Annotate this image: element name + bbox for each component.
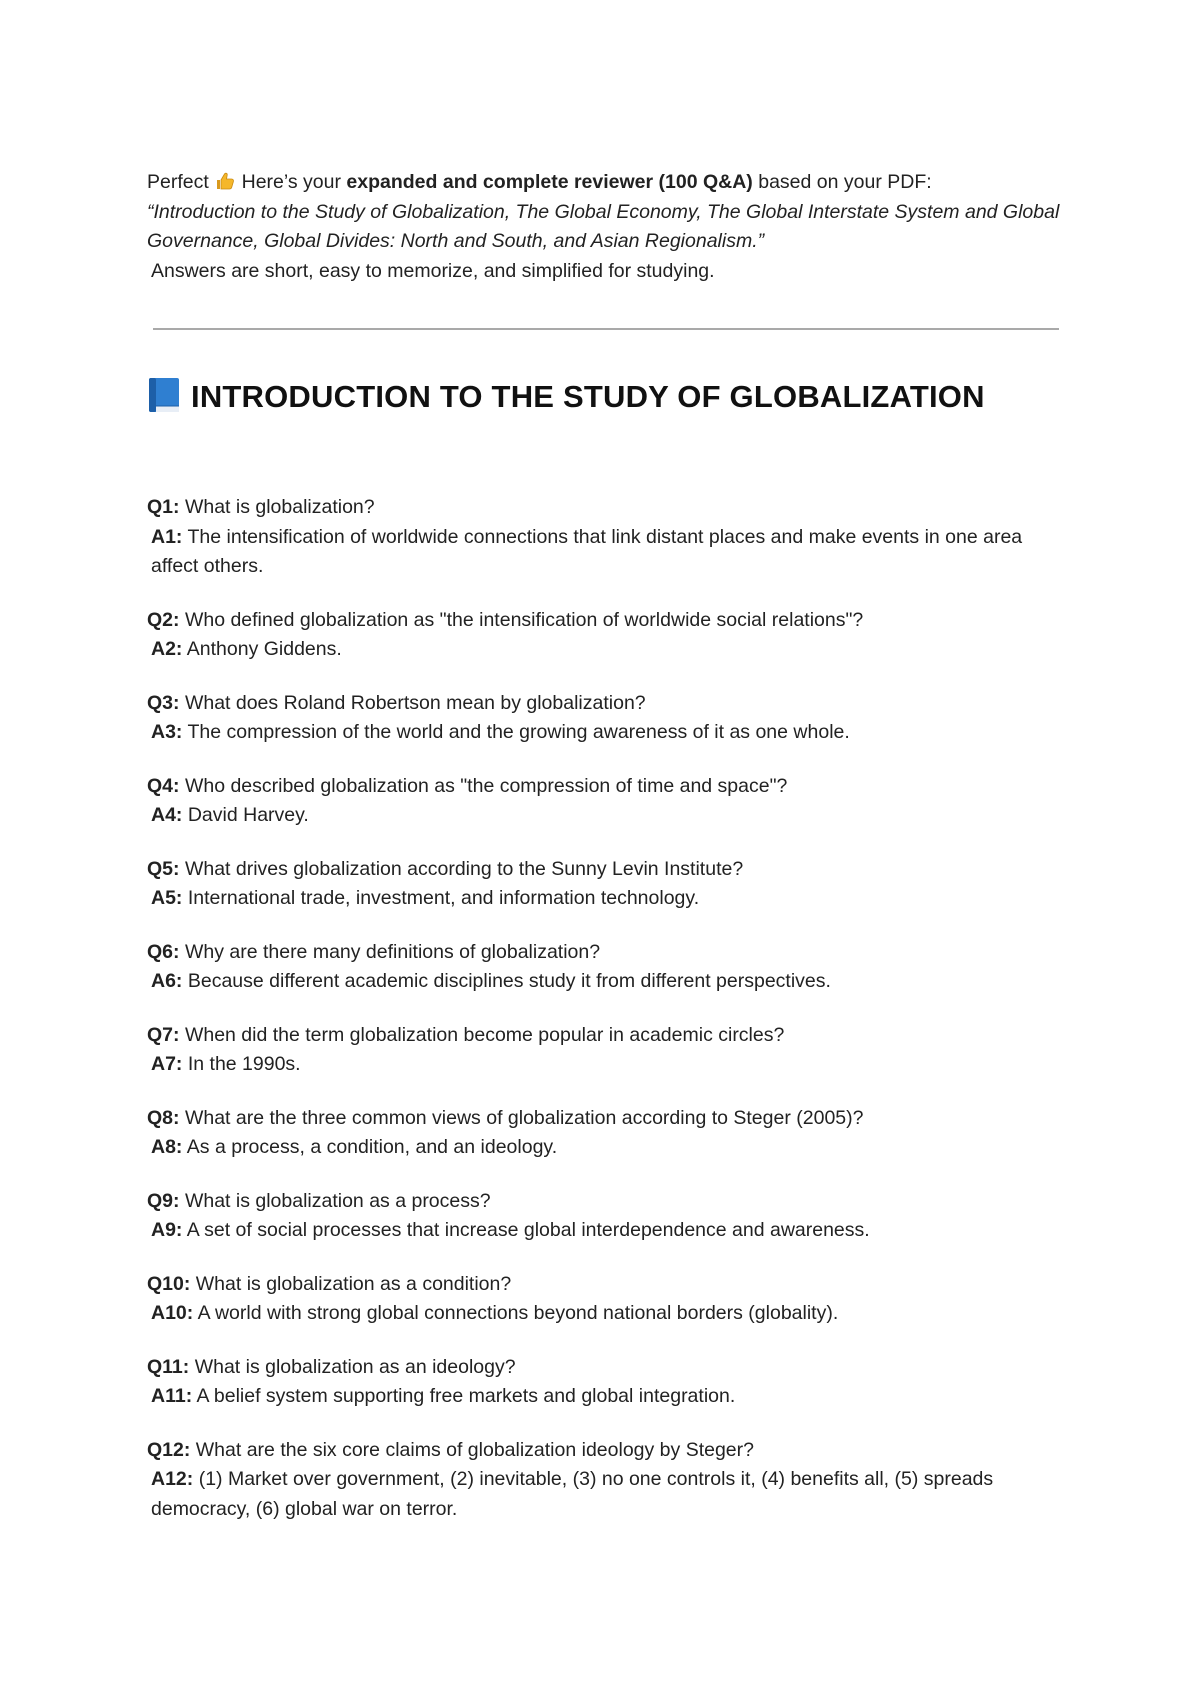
qa-item [147,938,1062,997]
horizontal-rule [153,328,1059,330]
intro-prefix: Perfect [147,171,209,193]
question [147,689,1062,719]
answer-text: In the 1990s. [187,1053,301,1075]
question-text: What drives globalization according to the Sunny Levin Institute? [184,857,744,880]
intro-suffix: based on your PDF: [758,171,932,193]
qa-item [147,1104,1062,1163]
answer-text: The intensification of worldwide connections that link distant places and make events in one area affect others. [151,525,1023,577]
question-label: Q10: [147,1272,191,1295]
answer-label: A2: [151,638,183,660]
qa-item [147,1187,1062,1246]
question [147,1353,1062,1383]
question [147,606,1062,636]
answer [147,718,1062,748]
question-text: What are the six core claims of globalization ideology by Steger? [195,1438,754,1461]
qa-item [147,493,1062,582]
intro-paragraph [147,168,1062,286]
answer-text: (1) Market over government, (2) inevitable, (3) no one controls it, (4) benefits all, (5) spreads democracy, (6) global war on terror. [151,1468,994,1520]
question [147,1436,1062,1466]
answer-text: International trade, investment, and information technology. [187,887,700,909]
answer-label: A11: [151,1385,193,1407]
answer-label: A10: [151,1302,194,1324]
question-text: What is globalization? [184,496,375,518]
question [147,855,1062,885]
answer [147,1050,1062,1080]
question-label: Q7: [147,1023,180,1046]
question-text: What does Roland Robertson mean by globalization? [184,691,646,714]
section-title: INTRODUCTION TO THE STUDY OF GLOBALIZATION [191,379,985,414]
answer-label: A1: [151,525,183,548]
question-label: Q4: [147,774,180,797]
answer-text: A belief system supporting free markets and global integration. [196,1385,736,1407]
answer [147,1133,1062,1163]
document-page [147,168,1062,1520]
question-label: Q1: [147,496,180,518]
answer [147,884,1062,914]
intro-bold: expanded and complete reviewer (100 Q&A) [346,171,753,193]
answer-text: David Harvey. [187,804,309,826]
question-label: Q6: [147,940,180,963]
question-text: Who described globalization as "the compression of time and space"? [184,774,788,797]
answer [147,635,1062,665]
answer-label: A5: [151,887,183,909]
intro-note: Answers are short, easy to memorize, and simplified for studying. [151,259,715,282]
question-label: Q12: [147,1438,191,1461]
answer [147,1216,1062,1246]
question-label: Q9: [147,1189,180,1212]
answer-text: The compression of the world and the growing awareness of it as one whole. [187,721,850,743]
qa-item [147,1270,1062,1329]
answer-text: A set of social processes that increase global interdependence and awareness. [186,1219,870,1241]
answer [147,801,1062,831]
qa-item [147,1353,1062,1412]
answer-label: A3: [151,721,183,743]
intro-source-title: “Introduction to the Study of Globalization, The Global Economy, The Global Interstate System and Global Governance, Global Divides: North and South, and Asian Regionalism.” [147,200,1060,252]
answer-label: A7: [151,1053,183,1075]
qa-item [147,1436,1062,1525]
thumbs-up-icon [215,171,235,191]
answer [147,1299,1062,1329]
answer [147,1465,1062,1524]
question-text: What is globalization as a process? [184,1189,491,1212]
question-text: When did the term globalization become popular in academic circles? [184,1023,785,1046]
answer-label: A6: [151,970,183,992]
qa-list [147,493,1062,1548]
question-text: What is globalization as an ideology? [194,1355,516,1378]
question [147,493,1062,523]
answer-text: As a process, a condition, and an ideology. [186,1136,558,1158]
answer-label: A8: [151,1136,183,1158]
question-text: What are the three common views of globalization according to Steger (2005)? [184,1106,864,1129]
answer-label: A4: [151,804,183,826]
answer [147,1382,1062,1412]
question-label: Q3: [147,691,180,714]
qa-item [147,1021,1062,1080]
question-text: Who defined globalization as "the intensification of worldwide social relations"? [184,608,864,631]
question-text: What is globalization as a condition? [195,1272,512,1295]
qa-item [147,855,1062,914]
blue-book-icon [147,377,181,413]
qa-item [147,772,1062,831]
question [147,1021,1062,1051]
intro-mid: Here’s your [241,171,341,193]
answer-text: A world with strong global connections beyond national borders (globality). [197,1302,839,1324]
question-label: Q8: [147,1106,180,1129]
qa-item [147,689,1062,748]
question-label: Q5: [147,857,180,880]
question [147,1104,1062,1134]
question [147,1187,1062,1217]
answer-text: Because different academic disciplines study it from different perspectives. [187,970,831,992]
section-heading [147,375,1057,419]
answer [147,967,1062,997]
answer-label: A9: [151,1219,183,1241]
answer-label: A12: [151,1468,194,1490]
question [147,772,1062,802]
question [147,1270,1062,1300]
question-text: Why are there many definitions of globalization? [184,940,601,963]
question-label: Q11: [147,1355,190,1378]
answer-text: Anthony Giddens. [186,638,342,660]
answer [147,523,1062,582]
qa-item [147,606,1062,665]
question-label: Q2: [147,608,180,631]
question [147,938,1062,968]
